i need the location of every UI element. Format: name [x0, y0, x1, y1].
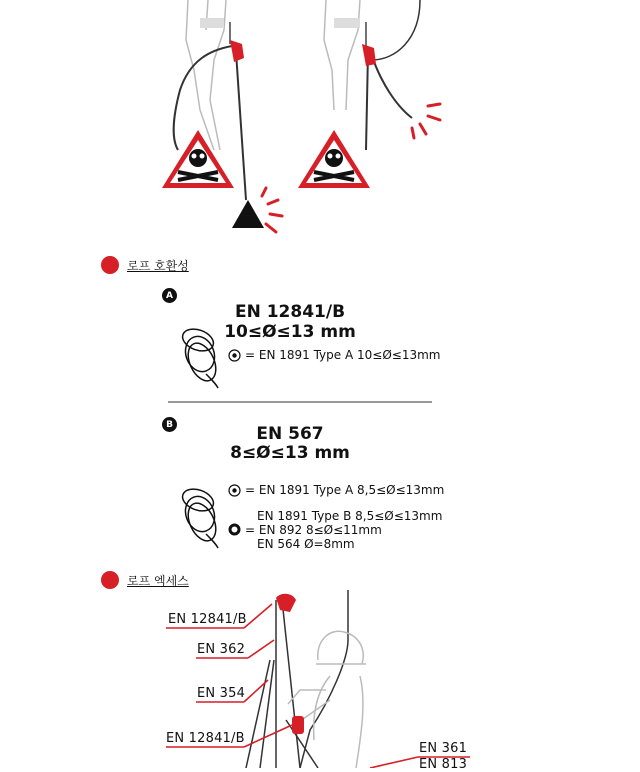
danger-illustration — [0, 0, 640, 240]
callout-en-12841b-top: EN 12841/B — [168, 612, 247, 627]
spec-b-1: = EN 1891 Type A 8,5≤Ø≤13mm — [245, 483, 445, 497]
badge-a: A — [162, 288, 177, 303]
section-compatibility — [101, 256, 189, 274]
bullet-dot — [101, 256, 119, 274]
diameter-a: 10≤Ø≤13 mm — [224, 322, 356, 342]
diameter-b: 8≤Ø≤13 mm — [230, 443, 350, 463]
rope-coil-icon — [176, 484, 224, 550]
callout-en-354: EN 354 — [197, 686, 246, 701]
section-title: 로프 엑세스 — [127, 573, 189, 588]
callout-en-362: EN 362 — [197, 642, 246, 657]
callout-en-12841b-bottom: EN 12841/B — [166, 731, 245, 746]
badge-b: B — [162, 417, 177, 432]
callout-en-361: EN 361 — [419, 741, 468, 756]
rope-access-illustration — [0, 580, 640, 768]
spec-b-3: = EN 892 8≤Ø≤11mm — [245, 523, 382, 537]
spec-b-2: EN 1891 Type B 8,5≤Ø≤13mm — [257, 509, 443, 523]
spec-a-1: = EN 1891 Type A 10≤Ø≤13mm — [245, 348, 441, 362]
dot-circle-icon — [228, 484, 241, 497]
standard-a: EN 12841/B — [234, 302, 346, 322]
dot-circle-icon — [228, 349, 241, 362]
section-title: 로프 호환성 — [127, 258, 189, 273]
danger-skull-triangle-icon — [162, 130, 234, 188]
divider — [168, 401, 432, 403]
callout-en-813: EN 813 — [419, 757, 468, 772]
ring-circle-icon — [228, 523, 241, 536]
rope-coil-icon — [176, 324, 224, 390]
spec-b-4: EN 564 Ø=8mm — [257, 537, 355, 551]
standard-b: EN 567 — [256, 424, 324, 444]
